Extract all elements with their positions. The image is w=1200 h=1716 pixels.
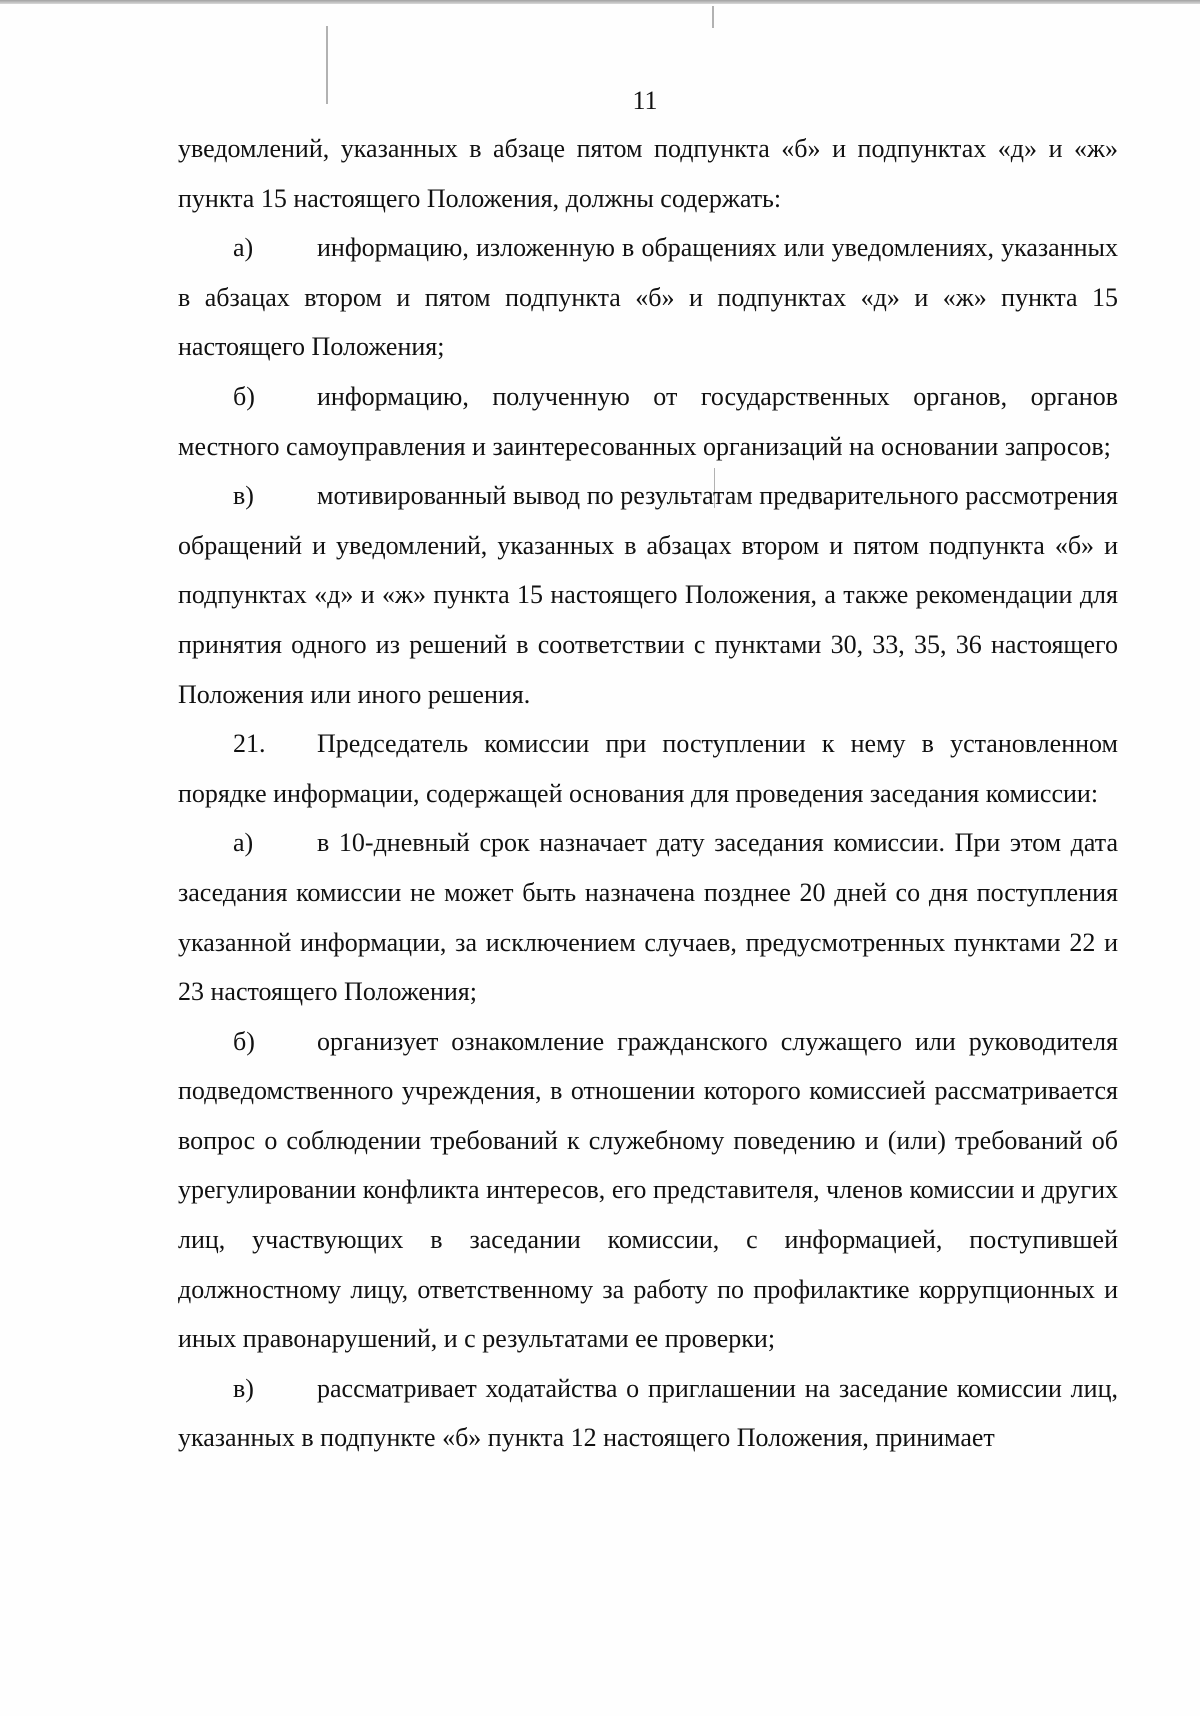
list-marker: в)	[233, 1373, 254, 1403]
scan-artifact-line	[712, 6, 714, 28]
list-marker: б)	[233, 381, 255, 411]
paragraph-text: мотивированный вывод по результатам предварительного рассмотрения обращений и уведомлений, указанных в абзацах втором и пятом подпункта «б» и подпунктах «д» и «ж» пункта 15 настоящего Положения, а также рекомендации для принятия одного из решений в соответствии с пунктами 30, 33, 35, 36 настоящего Положения или иного решения.	[178, 481, 1118, 709]
list-item-b	[178, 372, 1118, 471]
list-item-v	[178, 471, 1118, 719]
list-item-a	[178, 818, 1118, 1016]
paragraph-text: Председатель комиссии при поступлении к нему в установленном порядке информации, содержащей основания для проведения заседания комиссии:	[178, 729, 1118, 808]
scan-top-edge	[0, 0, 1200, 4]
list-marker: б)	[233, 1026, 255, 1056]
list-item-v	[178, 1364, 1118, 1463]
list-item-a	[178, 223, 1118, 372]
paragraph-text: информацию, изложенную в обращениях или уведомлениях, указанных в абзацах втором и пятом подпункта «б» и подпунктах «д» и «ж» пункта 15 настоящего Положения;	[178, 233, 1118, 362]
document-body	[178, 124, 1118, 1463]
paragraph-text: организует ознакомление гражданского служащего или руководителя подведомственного учреждения, в отношении которого комиссией рассматривается вопрос о соблюдении требований к служебному поведению и (или) требований об урегулировании конфликта интересов, его представителя, членов комиссии и других лиц, участвующих в заседании комиссии, с информацией, поступившей должностному лицу, ответственному за работу по профилактике коррупционных и иных правонарушений, и с результатами ее проверки;	[178, 1026, 1118, 1354]
list-marker: а)	[233, 233, 254, 263]
paragraph-text: уведомлений, указанных в абзаце пятом подпункта «б» и подпунктах «д» и «ж» пункта 15 настоящего Положения, должны содержать:	[178, 134, 1118, 213]
paragraph-text: рассматривает ходатайства о приглашении на заседание комиссии лиц, указанных в подпункте «б» пункта 12 настоящего Положения, принимает	[178, 1373, 1118, 1453]
clause-number: 21.	[233, 729, 266, 759]
clause-21	[178, 719, 1118, 818]
page-number: 11	[632, 86, 658, 115]
paragraph-text: информацию, полученную от государственных органов, органов местного самоуправления и заинтересованных организаций на основании запросов;	[178, 381, 1118, 461]
list-marker: в)	[233, 481, 254, 511]
paragraph-continuation	[178, 124, 1118, 223]
paragraph-text: в 10-дневный срок назначает дату заседания комиссии. При этом дата заседания комиссии не может быть назначена позднее 20 дней со дня поступления указанной информации, за исключением случаев, предусмотренных пунктами 22 и 23 настоящего Положения;	[178, 828, 1118, 1007]
list-item-b	[178, 1017, 1118, 1364]
list-marker: а)	[233, 828, 254, 858]
